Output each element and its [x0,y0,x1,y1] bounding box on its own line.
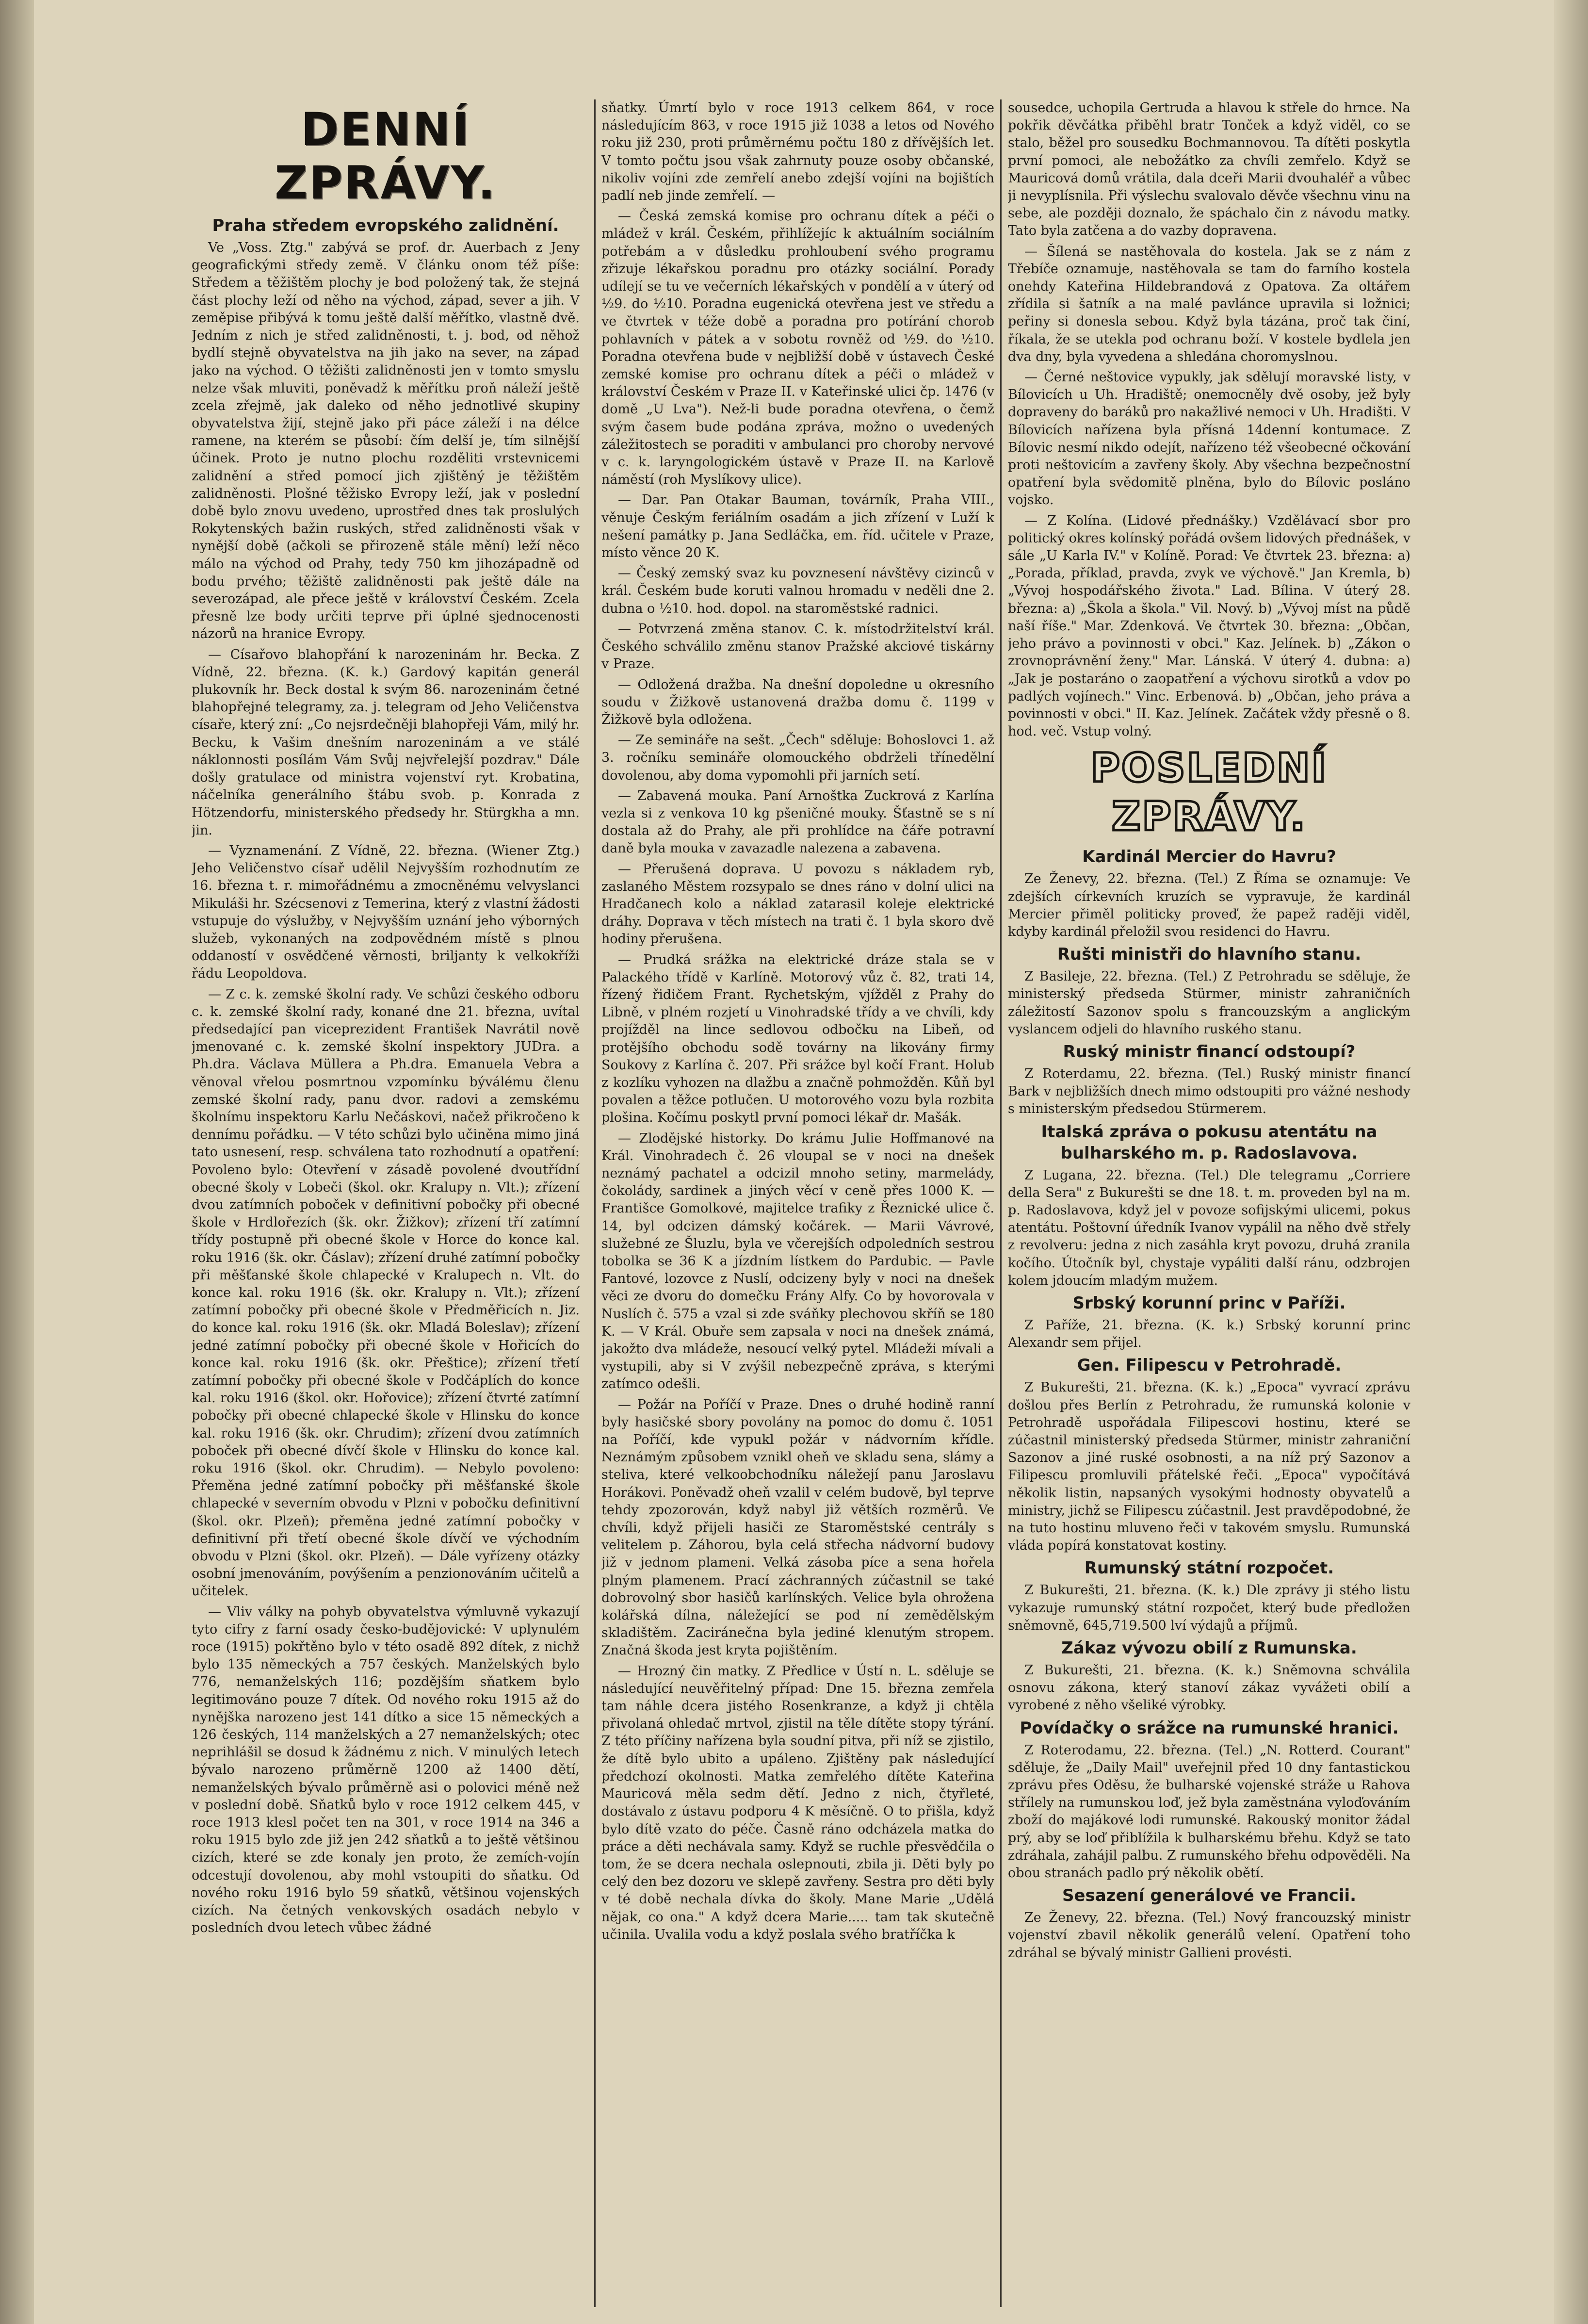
article-tourism-union: — Český zemský svaz ku povznesení návštěvy cizinců v král. Českém bude koruti valnou hromadu v neděli dne 2. dubna o ½10. hod. dopol. na staroměstské radnici. [601,566,994,616]
article-postponed-auction: — Odložená dražba. Na dnešní dopoledne u okresního soudu v Žižkově ustanovená dražba domu č. 1199 v Žižkově byla odložena. [601,677,994,727]
page-spine-shadow [0,0,34,2324]
daily-news-banner: DENNÍ ZPRÁVY. [275,103,497,210]
headline-filipescu: Gen. Filipescu v Petrohradě. [1077,1356,1342,1375]
article-romanian-budget: Z Bukurešti, 21. března. (K. k.) Dle zprávy ji stého listu vykazuje rumunský státní rozpočet, který bude předložen sněmovně, 645,719.500 lví výdajů a příjmů. [1008,1583,1410,1633]
article-child-protection: — Česká zemská komise pro ochranu dítek a péči o mládež v král. Českém, přihlížejíc k aktuálním sociálním potřebám a v důsledku prohloubení svého programu zřizuje lékařskou poradnu pro otázky sociální. Porady udílejí se tu ve večerních lékařských v pondělí a v úterý od ½9. do ½10. Poradna eugenická otevřena jest ve středu a ve čtvrtek v téže době a poradna pro potírání chorob pohlavních v pátek a v sobotu rovněž od ½9. do ½10. Poradna otevřena bude v nejbližší době v ústavech České zemské komise pro ochranu dítek a péči o mládež v království Českém v Praze II. v Kateřinské ulici čp. 1476 (v domě „U Lva"). Než-li bude poradna otevřena, o čemž svým časem bude podána zpráva, možno o uvedených záležitostech se poraditi v ambulanci pro choroby nervové v c. k. laryngologickém ústavě v Praze II. na Karlově náměstí (roh Myslíkovy ulice). [601,209,994,488]
article-donation: — Dar. Pan Otakar Bauman, továrník, Praha VIII., věnuje Českým feriálním osadám a jich zřízení v Luží k nešení památky p. Jana Sedláčka, em. říd. učitele v Praze, místo věnce 20 K. [601,492,994,561]
column-rule-left [594,99,596,2307]
headline-finance-minister: Ruský ministr financí odstoupí? [1063,1042,1356,1062]
article-mother-crime: — Hrozný čin matky. Z Předlice v Ústí n. L. sděluje se následující neuvěřitelný případ: Dne 15. března zemřela tam náhle dcera jistého Rosenkranze, a když ji chtěla přivolaná ohledač mrtvol, zjistil na těle dítěte stopy týrání. Z této příčiny nařízena byla soudní pitva, při níž se zjistilo, že dítě bylo ubito a upáleno. Zjištěny pak následující předchozí okolnosti. Matka zemřelého dítěte Kateřina Mauricová měla sedm dětí. Jedno z nich, čtyřleté, dostávalo z ústavu podporu 4 K měsíčně. O to přišla, když bylo dítě vzato do péče. Časně ráno odcházela matka do práce a děti nechávala samy. Když se ruchle přesvědčila o tom, že se dcera nechala oslepnouti, zbila ji. Děti byly po celý den bez dozoru ve sklepě zavřeny. Sestra pro děti byly v té době nechala dívka do školy. Mane Marie „Udělá nějak, co ona." A když dcera Marie..... tam tak skutečně učinila. Uvalila vodu a když poslala svého bratříčka k [601,1663,994,1942]
headline-mercier: Kardinál Mercier do Havru? [1082,847,1336,867]
article-kolin-lectures: — Z Kolína. (Lidové přednášky.) Vzdělávací sbor pro politický okres kolínský pořádá ovšem lidových přednášek, v sále „U Karla IV." v Kolíně. Porad: Ve čtvrtek 23. března: a) „Porada, příklad, pravda, zvyk ve výchově." Jan Kremla, b) „Vývoj hospodářského života." Lad. Bílina. V úterý 28. března: a) „Škola a škola." Vil. Nový. b) „Vývoj míst na půdě naší říše." Mar. Zdenková. Ve čtvrtek 30. března: „Občan, jeho právo a povinnosti v obci." Kaz. Jelínek. b) „Zákon o zrovnoprávnění ženy." Mar. Lánská. V úterý 4. dubna: a) „Jak je postaráno o zaopatření a výchovu sirotků a vdov po padlých vojínech." Vinc. Erbenová. b) „Občan, jeho práva a povinnosti v obci." II. Kaz. Jelínek. Začátek vždy přesně o 8. hod. več. Vstup volný. [1008,513,1410,739]
article-madwoman-church: — Šílená se nastěhovala do kostela. Jak se z nám z Třebíče oznamuje, nastěhovala se tam do farního kostela onehdy Kateřina Hildebrandová z Opatova. Za oltářem zřídila si šatník a na malé pavlánce upravila si ložnici; peřiny si donesla sebou. Když byla tázána, proč tak činí, říkala, že se utekla pod ochranu boží. V kostele bydlela jen dva dny, byla vyvedena a shledána choromyslnou. [1008,244,1410,364]
article-seminary: — Ze semináře na sešt. „Čech" sděluje: Bohoslovci 1. až 3. ročníku semináře olomouckého obdrželi třínedělní dovolenou, aby doma vypomohli při jarních setí. [601,733,994,783]
article-smallpox: — Černé neštovice vypukly, jak sdělují moravské listy, v Bílovicích u Uh. Hradiště; onemocněly dvě osoby, jež byly dopraveny do baráků pro nakažlivé nemoci v Uh. Hradišti. V Bílovicích nařízena byla přísná 14denní kontumace. Z Bílovic nesmí nikdo odejít, nařízeno též všeobecné očkování proti neštovicím a zavřeny školy. Aby všechna bezpečnostní opatření byla svědomitě plněna, bylo do Bílovic posláno vojsko. [1008,370,1410,508]
article-radoslavov: Z Lugana, 22. března. (Tel.) Dle telegramu „Corriere della Sera" z Bukurešti se dne 18. t. m. proveden byl na m. p. Radoslavova, když jel v povoze sofijskými ulicemi, pokus atentátu. Poštovní úředník Ivanov vypálil na něho dvě střely z revolveru: jedna z nich zasáhla kryt povozu, druhá zranila kočího. Útočník byl, chystaje vypáliti další ránu, odzbrojen kolem jdoucím mladým mužem. [1008,1167,1410,1288]
article-grain-export: Z Bukurešti, 21. března. (K. k.) Sněmovna schválila osnovu zákona, který stanoví zákaz vyvážeti obilí a vyrobené z něho všeliké výrobky. [1008,1663,1410,1713]
article-filipescu: Z Bukurešti, 21. března. (K. k.) „Epoca" vyvrací zprávu došlou přes Berlín z Petrohradu, že rumunská kolonie v Petrohradě uspořádala Filipescovi hostinu, které se zúčastnil ministerský předseda Stürmer, ministr zahraniční Sazonov a jiné ruské osobnosti, a na níž prý Sazonov a Filipescu promluvili přátelské řeči. „Epoca" vypočítává několik listin, napsaných vysokými hodnosty obyvatelů a ministry, jichž se Filipescu zúčastnil. Jest pravděpodobné, že na tuto hostinu mluveno řeči v takovém smyslu. Rumunská vláda popírá konstatovat kostiny. [1008,1380,1410,1554]
column-1 [192,99,580,2292]
article-war-population-cont: sňatky. Úmrtí bylo v roce 1913 celkem 864, v roce následujícím 863, v roce 1915 již 1038 a letos od Nového roku již 230, proti průměrnému počtu 180 z dřívějších let. V tomto počtu jsou však zahrnuty pouze osoby občanské, nikoliv vojíni zde zemřelí anebo zdejší vojíni na bojištích padlí neb jinde zemřelí. — [601,100,994,204]
article-school-board: — Z c. k. zemské školní rady. Ve schůzi českého odboru c. k. zemské školní rady, konané dne 21. března, uvítal předsedající pan viceprezident František Navrátil nově jmenované c. k. zemské školní inspektory JUDra. a Ph.dra. Václava Müllera a Ph.dra. Emanuela Vebra a věnoval vřelou posmrtnou vzpomínku býválému členu zemské školní rady, panu dvor. radovi a zemskému školnímu inspektoru Karlu Nečáskovi, načež přikročeno k dennímu pořádku. — V této schůzi bylo učiněna mimo jiná tato usnesení, resp. schválena tato rozhodnutí a opatření: Povoleno bylo: Otevření v zásadě povolené dvoutřídní obecné školy v Lobeči (škol. okr. Kralupy n. Vlt.); zřízení dvou zatímních poboček v definitivní pobočky při obecné škole v Hrdlořezích (šk. okr. Žižkov); zřízení tří zatímní třídy postupně při obecné škole v Horce do konce kal. roku 1916 (šk. okr. Čáslav); zřízení druhé zatímní pobočky při měšťanské škole chlapecké v Kralupech n. Vlt. do konce kal. roku 1916 (šk. okr. Kralupy n. Vlt.); zřízení zatímní pobočky při obecné škole v Předměřicích n. Jiz. do konce kal. roku 1916 (šk. okr. Mladá Boleslav); zřízení jedné zatímní pobočky při obecné škole v Hořicích do konce kal. roku 1916 (šk. okr. Přeštice); zřízení třetí zatímní pobočky při obecné škole v Podčáplích do konce kal. roku 1916 (škol. okr. Hořovice); zřízení čtvrté zatímní pobočky při obecné chlapecké škole v Hlinsku do konce kal. roku 1916 (šk. okr. Chrudim); zřízení dvou zatímních poboček při obecné dívčí škole v Hlinsku do konce kal. roku 1916 (škol. okr. Chrudim). — Nebylo povoleno: Přeměna jedné zatímní pobočky při měšťanské škole chlapecké v severním obvodu v Plzni v pobočku definitivní (škol. okr. Plzeň); přeměna jedné zatímní pobočky v definitivní při třetí obecné škole dívčí ve východním obvodu v Plzni (škol. okr. Plzeň). — Dále vyřízeny otázky osobní jmenováním, povýšením a penzionováním učitelů a učitelek. [192,986,580,1599]
article-prague-center: Ve „Voss. Ztg." zabývá se prof. dr. Auerbach z Jeny geografickými středy země. V článku onom též píše: Středem a těžištěm plochy je bod položený tak, že stejná část plochy leží od něho na východ, západ, sever a jih. V zeměpise přibývá k tomu ještě další měřítko, vlastně dvě. Jedním z nich je střed zalidněnosti, t. j. bod, od něhož bydlí stejně obyvatelstva na jih jako na sever, na západ jako na východ. O těžišti zalidněnosti jen v tomto smyslu nelze však mluviti, poněvadž k měřítku proň náleží ještě zcela zřejmě, jak daleko od něho jednotlivé skupiny obyvatelstva žijí, stejně jako při páce záleží i na délce ramene, na kterém se působí: čím delší je, tím silnější účinek. Proto je nutno plochu rozděliti vrstevnicemi zalidnění a střed pomocí jich zjištěný je těžištěm zalidněnosti. Plošné těžisko Evropy leží, jak v poslední době bylo znovu uvedeno, uprostřed dnes tak proslulých Rokytenských bažin ruských, střed zalidněnosti však v nynější době (ačkoli se přirozeně stále mění) leží něco málo na východ od Prahy, tedy 750 km jihozápadně od bodu prvého; těžiště zalidněnosti pak ještě dále na severozápad, ale přece ještě v království Českém. Zcela přesně lze body určiti teprve při úplné sjednocenosti názorů na hranice Evropy. [192,240,580,642]
article-beck-birthday: — Císařovo blahopřání k narozeninám hr. Becka. Z Vídně, 22. března. (K. k.) Gardový kapitán generál plukovník hr. Beck dostal k svým 86. narozeninám četné blahopřejné telegramy, za. j. telegram od Jeho Veličenstva císaře, který zní: „Co nejsrdečněji blahopřeji Vám, milý hr. Becku, k Vašim dnešním narozeninám a ve stálé náklonnosti posílám Vám Svůj nejvřelejší pozdrav." Dále došly gratulace od ministra vojenství ryt. Krobatina, náčelníka generálního štábu svob. p. Konrada z Hötzendorfu, ministerského předsedy hr. Stürgkha a mn. jin. [192,647,580,838]
latest-news-banner: POSLEDNÍ ZPRÁVY. [1090,745,1328,840]
column-3 [1008,99,1410,2292]
article-fire-porici: — Požár na Poříčí v Praze. Dnes o druhé hodině ranní byly hasičské sbory povolány na pomoc do domu č. 1051 na Poříčí, kde vypukl požár v nádvorním křídle. Neznámým způsobem vznikl oheň ve skladu sena, slámy a steliva, které velkoobchodníku náležejí panu Jaroslavu Horákovi. Poněvadž oheň vzalil v celém budově, byl teprve tehdy zpozorován, když nabyl již větších rozměrů. Ve chvíli, když přijeli hasiči ze Staroměstské centrály s velitelem p. Záhorou, byla celá střecha nádvorní budovy již v jednom plameni. Velká zásoba píce a sena hořela plným plamenem. Prací záchranných zúčastnil se také dobrovolný sbor hasičů karlínských. Velice byla ohrožena kolářská dílna, náležející se pod ní zemědělským skladištěm. Zaciránečna byla jediné klenutým stropem. Značná škoda jest kryta pojištěním. [601,1397,994,1658]
article-tram-collision: — Prudká srážka na elektrické dráze stala se v Palackého třídě v Karlíně. Motorový vůz č. 82, trati 14, řízený řidičem Frant. Rychetským, vjížděl z Prahy do Libně, v plném rozjetí u Vinohradské třídy a ve chvíli, kdy projížděl na lince sedlovou odbočku na Libeň, od protějšího obchodu sodě továrny na likovány firmy Soukovy z Karlína č. 207. Při srážce byl kočí Frant. Holub z kozlíku vyhozen na dlažbu a značně pohmožděn. Kůň byl povalen a těžce potlučen. U motorového vozu byla rozbita plošina. Kočímu poskytl první pomoci lékař dr. Mašák. [601,952,994,1126]
headline-russian-ministers: Rušti ministři do hlavního stanu. [1057,945,1361,965]
article-thefts: — Zlodějské historky. Do krámu Julie Hoffmanové na Král. Vinohradech č. 26 vloupal se v noci na dnešek neznámý pachatel a odcizil mnoho setiny, marmelády, čokolády, sardinek a jiných věcí v ceně přes 1000 K. — Františce Gomolkové, majitelce trafiky z Řeznické ulice č. 14, byl odcizen dámský kočárek. — Marii Vávrové, služebné ze Šluzlu, byla ve včerejších odpoledních sestrou tobolka se 36 K a jízdním lístkem do Pardubic. — Pavle Fantové, lozovce z Nuslí, odcizeny byly v noci na dnešek věci ze dvoru do domečku Frány Alfy. Co by hovorovala v Nuslích č. 575 a vzal si zde sváňky plechovou skříň se 180 K. — V Král. Obuře sem zapsala v noci na dnešek známá, jakožto dva mládeže, nesoucí velký pytel. Mládeži mívali a vystupili, aby si V zvýšil nebezpečně zpráva, s kterými zatímco odešli. [601,1130,994,1392]
column-rule-right [1000,99,1002,2307]
headline-romanian-budget: Rumunský státní rozpočet. [1084,1558,1334,1578]
page-edge-shadow [1554,0,1588,2324]
headline-grain-export: Zákaz vývozu obilí z Rumunska. [1061,1638,1357,1658]
headline-radoslavov: Italská zpráva o pokusu atentátu na bulharského m. p. Radoslavova. [1041,1122,1377,1163]
article-statute-change: — Potvrzená změna stanov. C. k. místodržitelství král. Českého schválilo změnu stanov Pražské akciové tiskárny v Praze. [601,621,994,672]
headline-border-clash: Povídačky o srážce na rumunské hranici. [1020,1718,1399,1738]
article-border-clash: Z Roterodamu, 22. března. (Tel.) „N. Rotterd. Courant" sděluje, že „Daily Mail" uveřejnil před 10 dny fantastickou zprávu přes Oděsu, že bulharské vojenské stráže u Rahova střílely na rumunskou loď, jež byla zaměstnána vyloďováním zboží do majákové lodi rumunské. Rakouský monitor žádal prý, aby se loď přiblížila k bulharskému břehu. Když se tato zdráhala, zahájil palbu. Z rumunského břehu odpověděli. Na obou stranách padlo prý několik obětí. [1008,1742,1410,1881]
article-decoration: — Vyznamenání. Z Vídně, 22. března. (Wiener Ztg.) Jeho Veličenstvo císař udělil Nejvyšším rozhodnutím ze 16. března t. r. mimořádnému a zmocněnému velvyslanci Mikuláši hr. Szécsenovi z Temerina, který z vlastní žádosti vstupuje do výslužby, v Nejvyšším uznání jeho výborných služeb, vykonaných na zodpovědném místě s plnou oddaností v osvědčené věrnosti, briljanty k velkokříži řádu Leopoldova. [192,843,580,982]
article-traffic-interrupted: — Přerušená doprava. U povozu s nákladem ryb, zaslaného Městem rozsypalo se dnes ráno v dolní ulici na Hradčanech kolo a náklad zatarasil koleje elektrické dráhy. Doprava v těch místech na trati č. 1 byla skoro dvě hodiny přerušena. [601,861,994,947]
article-french-generals: Ze Ženevy, 22. března. (Tel.) Nový francouzský ministr vojenství zbavil několik generálů velení. Opatření toho zdráhal se bývalý ministr Gallieni provésti. [1008,1910,1410,1961]
article-mercier: Ze Ženevy, 22. března. (Tel.) Z Říma se oznamuje: Ve zdejších církevních kruzích se vypravuje, že kardinál Mercier přiměl politicky proveď, že papež raději viděl, kdyby kardinál přeložil svou residenci do Havru. [1008,871,1410,939]
column-2 [601,99,994,2292]
article-russian-ministers: Z Basileje, 22. března. (Tel.) Z Petrohradu se sděluje, že ministerský předseda Stürmer, ministr zahraničních záležitostí Sazonov spolu s francouzským a anglickým vyslancem odjeli do hlavního ruského stanu. [1008,969,1410,1037]
headline-french-generals: Sesazení generálové ve Francii. [1062,1886,1357,1906]
article-finance-minister: Z Roterdamu, 22. března. (Tel.) Ruský ministr financí Bark v nejbližších dnech mimo odstoupiti pro vážné neshody s ministerským předsedou Stürmerem. [1008,1066,1410,1117]
headline-serbian-prince: Srbský korunní princ v Paříži. [1072,1293,1346,1313]
article-mother-crime-cont: sousedce, uchopila Gertruda a hlavou k střele do hrnce. Na pokřik děvčátka přiběhl bratr Tonček a když viděl, co se stalo, běžel pro sousedku Bochmannovou. Ta dítěti poskytla první pomoci, ale nebožátko za chvíli zemřelo. Když se Mauricová domů vrátila, dala dceři Marii dvouhaléř a vůbec ji nevyplísnila. Při výslechu svalovalo děvče všechnu vinu na sebe, ale později doznalo, že spáchalo čin z návodu matky. Tato byla zatčena a do vazby dopravena. [1008,100,1410,239]
article-serbian-prince: Z Paříže, 21. března. (K. k.) Srbský korunní princ Alexandr sem přijel. [1008,1317,1410,1351]
headline-prague-center: Praha středem evropského zalidnění. [212,216,559,235]
article-war-population: — Vliv války na pohyb obyvatelstva výmluvně vykazují tyto cifry z farní osady česko-budějovické: V uplynulém roce (1915) pokřtěno bylo v této osadě 892 dítek, z nichž bylo 135 německých a 757 českých. Manželských bylo 776, nemanželských 116; pozdějším sňatkem bylo legitimováno pouze 7 dítek. Od nového roku 1915 až do nynějška narozeno jest 141 dítko a sice 15 německých a 126 českých, 114 manželských a 27 nemanželských; otec neprihlášil se dosud k žádnému z nich. V minulých letech bývalo narozeno průměrně 1200 až 1400 dětí, nemanželských bývalo průměrně asi o polovici méně než v poslední době. Sňatků bylo v roce 1912 celkem 445, v roce 1913 klesl počet ten na 301, v roce 1914 na 346 a roku 1915 bylo zde již jen 242 sňatků a to ještě většinou cizích, které se zde konaly jen proto, že zemích-vojín odcestují dovolenou, aby mohl vstoupiti do sňatku. Od nového roku 1916 bylo 59 sňatků, většinou vojenských cizích. Na četných venkovských osadách nebylo v posledních dvou letech vůbec žádné [192,1604,580,1936]
article-seized-flour: — Zabavená mouka. Paní Arnoštka Zuckrová z Karlína vezla si z venkova 10 kg pšeničné mouky. Šťastně se s ní dostala až do Prahy, ale při prohlídce na čáře potravní daně byla mouka v zavazadle nalezena a zabavena. [601,788,994,856]
